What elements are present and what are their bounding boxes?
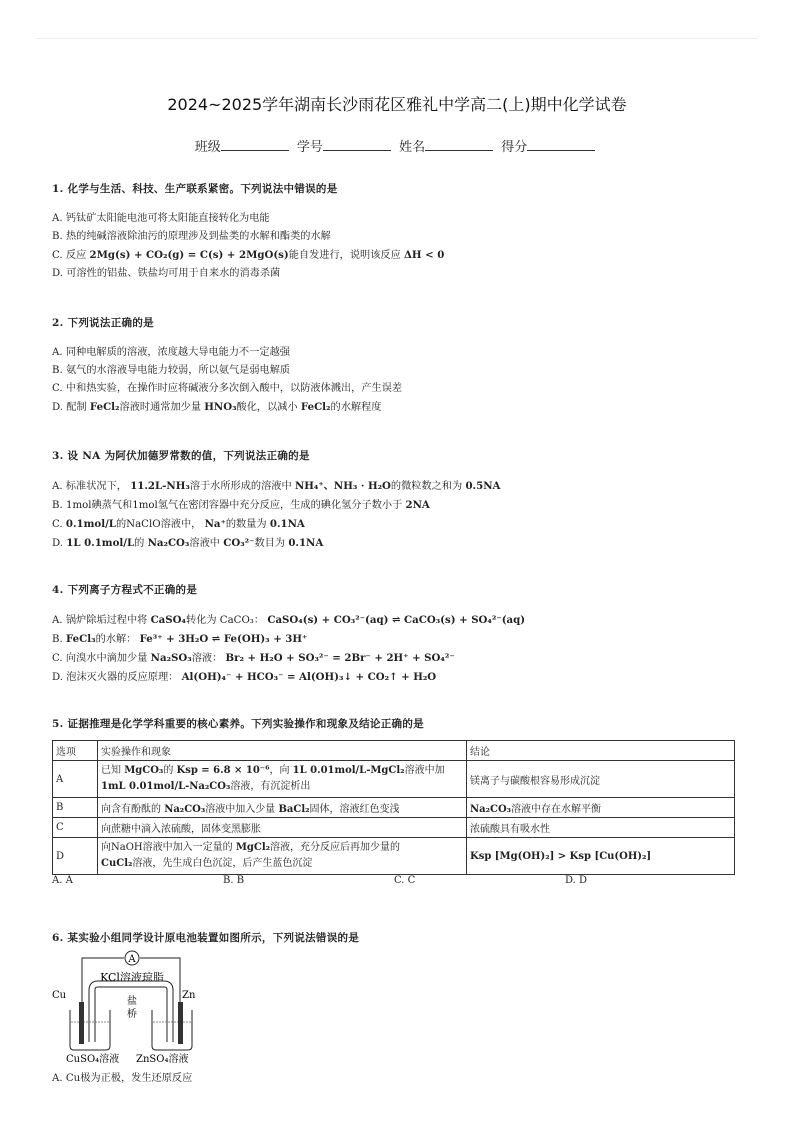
q4-a-formula-2: CaCO₃ bbox=[219, 615, 254, 626]
q6-option-a[interactable]: A. Cu极为正极，发生还原反应 bbox=[52, 1073, 193, 1084]
q4-b-equation: Fe³⁺ + 3H₂O ⇌ Fe(OH)₃ + 3H⁺ bbox=[139, 633, 308, 645]
q3-a-pre: A. 标准状况下， bbox=[52, 481, 131, 492]
q5-answer-a[interactable]: A. A bbox=[52, 875, 73, 886]
row-b-option: B bbox=[53, 798, 98, 818]
q4-option-c[interactable] bbox=[52, 649, 754, 668]
bridge-label-1: 盐 bbox=[127, 996, 137, 1007]
class-blank[interactable] bbox=[221, 138, 289, 151]
row-a-op-pre: 已知 bbox=[101, 765, 125, 776]
q1-c-equation: 2Mg(s) + CO₂(g) = C(s) + 2MgO(s) bbox=[89, 249, 289, 261]
row-d-formula-2: CuCl₂ bbox=[101, 858, 133, 869]
table-header-operation: 实验操作和现象 bbox=[98, 741, 467, 761]
q2-d-formula-1: FeCl₂ bbox=[89, 401, 120, 413]
q1-c-enthalpy: ΔH < 0 bbox=[404, 249, 445, 261]
q3-a-formula-1: 11.2L-NH₃ bbox=[130, 480, 190, 492]
q3-c-mid2: 的数量为 bbox=[225, 519, 270, 530]
q3-c-mid: 的NaClO溶液中， bbox=[115, 519, 205, 530]
q3-d-mid3: 数目为 bbox=[254, 538, 289, 549]
q1-option-c[interactable] bbox=[52, 246, 754, 265]
q4-option-a[interactable] bbox=[52, 611, 754, 630]
row-d-concl-formula: Ksp [Mg(OH)₂] > Ksp [Cu(OH)₂] bbox=[470, 850, 652, 862]
page-title: 2024~2025学年湖南长沙雨花区雅礼中学高二(上)期中化学试卷 bbox=[167, 95, 627, 114]
q1-option-d[interactable]: D. 可溶性的铝盐、铁盐均可用于自来水的消毒杀菌 bbox=[52, 268, 281, 279]
q4-c-formula: Na₂SO₃ bbox=[150, 652, 192, 664]
q2-option-c[interactable]: C. 中和热实验，在操作时应将碱液分多次倒入酸中，以防液体溅出，产生误差 bbox=[52, 383, 403, 394]
q4-d-equation: Al(OH)₄⁻ + HCO₃⁻ = Al(OH)₃↓ + CO₂↑ + H₂O bbox=[181, 671, 437, 683]
q3-d-formula-4: 0.1NA bbox=[288, 537, 324, 549]
q4-b-formula: FeCl₃ bbox=[65, 633, 96, 645]
table-row bbox=[53, 761, 735, 798]
row-a-op-mid: 的 bbox=[163, 765, 177, 776]
row-a-option: A bbox=[53, 761, 98, 798]
class-label: 班级 bbox=[194, 140, 221, 155]
q5-answer-b[interactable]: B. B bbox=[223, 875, 245, 886]
q4-a-pre: A. 锅炉除垢过程中将 bbox=[52, 615, 151, 626]
row-a-formula-2: 1L 0.01mol/L-MgCl₂ bbox=[292, 765, 405, 776]
q5-table bbox=[52, 740, 735, 875]
q4-a-formula-1: CaSO₄ bbox=[150, 614, 186, 626]
row-b-operation bbox=[98, 798, 467, 818]
right-electrode-label: Zn bbox=[182, 990, 196, 1001]
q2-d-pre: D. 配制 bbox=[52, 402, 90, 413]
q3-d-formula-2: Na₂CO₃ bbox=[147, 537, 190, 549]
q3-a-formula-3: 0.5NA bbox=[465, 480, 501, 492]
table-header-option: 选项 bbox=[53, 741, 98, 761]
q2-d-formula-3: FeCl₂ bbox=[300, 401, 331, 413]
question-4 bbox=[52, 582, 754, 687]
q4-d-pre: D. 泡沫灭火器的反应原理： bbox=[52, 672, 182, 683]
row-a-formula-3: 1mL 0.01mol/L-Na₂CO₃ bbox=[101, 781, 231, 792]
name-label: 姓名 bbox=[399, 140, 426, 155]
row-d-op2-post: 溶液，先生成白色沉淀，后产生蓝色沉淀 bbox=[132, 858, 313, 869]
zn-electrode bbox=[178, 1002, 183, 1044]
q3-c-pre: C. bbox=[52, 519, 66, 530]
row-a-op-mid2: ，向 bbox=[269, 765, 293, 776]
q3-d-mid: 的 bbox=[134, 538, 148, 549]
q2-option-b[interactable]: B. 氨气的水溶液导电能力较弱，所以氨气是弱电解质 bbox=[52, 365, 291, 376]
table-header-row bbox=[53, 741, 735, 761]
bridge-top-label: KCl溶液琼脂 bbox=[100, 971, 164, 984]
q3-d-formula-1: 1L 0.1mol/L bbox=[66, 537, 135, 549]
q3-c-formula-3: 0.1NA bbox=[269, 518, 305, 530]
row-c-operation: 向蔗糖中滴入浓硫酸，固体变黑膨胀 bbox=[98, 818, 467, 838]
table-row bbox=[53, 798, 735, 818]
table-row bbox=[53, 818, 735, 838]
number-label: 学号 bbox=[296, 140, 323, 155]
q4-b-pre: B. bbox=[52, 634, 66, 645]
q1-option-b[interactable]: B. 热的纯碱溶液除油污的原理涉及到盐类的水解和酯类的水解 bbox=[52, 231, 331, 242]
q2-d-formula-2: HNO₃ bbox=[204, 401, 237, 413]
number-blank[interactable] bbox=[323, 138, 391, 151]
galvanic-cell-diagram bbox=[52, 950, 212, 1065]
right-solution-label: ZnSO₄溶液 bbox=[136, 1054, 189, 1065]
bridge-label-2: 桥 bbox=[127, 1009, 137, 1020]
q3-a-mid2: 的微粒数之和为 bbox=[390, 481, 466, 492]
table-row bbox=[53, 838, 735, 875]
q1-option-a[interactable]: A. 钙钛矿太阳能电池可将太阳能直接转化为电能 bbox=[52, 213, 270, 224]
q3-option-c[interactable] bbox=[52, 515, 754, 534]
q4-a-mid: 转化为 bbox=[185, 615, 220, 626]
q2-d-post: 的水解程度 bbox=[330, 402, 382, 413]
question-6-stem: 6. 某实验小组同学设计原电池装置如图所示，下列说法错误的是 bbox=[52, 932, 360, 944]
question-3 bbox=[52, 448, 754, 553]
left-electrode-label: Cu bbox=[52, 990, 67, 1001]
question-5-stem: 5. 证据推理是化学学科重要的核心素养。下列实验操作和现象及结论正确的是 bbox=[52, 718, 424, 730]
row-d-op-pre: 向NaOH溶液中加入一定量的 bbox=[101, 842, 236, 853]
row-c-option: C bbox=[53, 818, 98, 838]
q4-a-mid2: ： bbox=[253, 615, 268, 626]
q3-c-formula-1: 0.1mol/L bbox=[65, 518, 116, 530]
row-b-op-post: 固体，溶液红色变浅 bbox=[309, 804, 400, 815]
q3-b-text: B. 1mol碘蒸气和1mol氢气在密闭容器中充分反应，生成的碘化氢分子数小于 bbox=[52, 500, 406, 511]
q3-option-d[interactable] bbox=[52, 534, 754, 553]
question-4-stem: 4. 下列离子方程式不正确的是 bbox=[52, 584, 198, 596]
row-a-conclusion: 镁离子与碳酸根容易形成沉淀 bbox=[467, 761, 735, 798]
q4-a-equation: CaSO₄(s) + CO₃²⁻(aq) ⇌ CaCO₃(s) + SO₄²⁻(aq) bbox=[267, 614, 526, 626]
question-1-stem: 1. 化学与生活、科技、生产联系紧密。下列说法中错误的是 bbox=[52, 183, 338, 195]
row-c-conclusion: 浓硫酸具有吸水性 bbox=[467, 818, 735, 838]
q3-a-formula-2: NH₄⁺、NH₃ · H₂O bbox=[294, 480, 391, 492]
q4-c-mid: 溶液： bbox=[191, 653, 226, 664]
q4-option-b[interactable] bbox=[52, 630, 754, 649]
row-d-formula-1: MgCl₂ bbox=[235, 842, 271, 853]
q3-a-mid: 溶于水所形成的溶液中 bbox=[189, 481, 295, 492]
row-a-formula-1: MgCO₃ bbox=[124, 765, 164, 776]
question-2-stem: 2. 下列说法正确的是 bbox=[52, 317, 154, 329]
cu-electrode bbox=[79, 1002, 84, 1044]
table-header-conclusion: 结论 bbox=[467, 741, 735, 761]
score-label: 得分 bbox=[501, 140, 528, 155]
row-a-ksp: Ksp = 6.8 × 10⁻⁶ bbox=[176, 765, 270, 776]
q2-option-d[interactable] bbox=[52, 398, 754, 417]
q3-b-formula: 2NA bbox=[405, 499, 430, 511]
q3-option-b[interactable] bbox=[52, 496, 754, 515]
row-b-formula-1: Na₂CO₃ bbox=[164, 804, 206, 815]
row-b-formula-2: BaCl₂ bbox=[278, 804, 310, 815]
q1-c-pre: C. 反应 bbox=[52, 250, 90, 261]
row-d-op-post: 溶液，充分反应后再加少量的 bbox=[270, 842, 401, 853]
row-b-op-mid: 溶液中加入少量 bbox=[205, 804, 279, 815]
q2-d-mid2: 酸化，以减小 bbox=[236, 402, 301, 413]
question-2 bbox=[52, 315, 754, 417]
row-d-option: D bbox=[53, 838, 98, 875]
row-a-op-post: 溶液中加 bbox=[404, 765, 445, 776]
q3-option-a[interactable] bbox=[52, 477, 754, 496]
row-d-operation bbox=[98, 838, 467, 875]
row-b-concl-text: 溶液中存在水解平衡 bbox=[511, 804, 602, 815]
left-solution-label: CuSO₄溶液 bbox=[66, 1054, 120, 1065]
q5-answer-d[interactable]: D. D bbox=[565, 875, 588, 886]
q1-c-post: 能自发进行，说明该反应 bbox=[288, 250, 405, 261]
q2-d-mid: 溶液时通常加少量 bbox=[119, 402, 205, 413]
score-blank[interactable] bbox=[527, 138, 595, 151]
q5-answer-c[interactable]: C. C bbox=[394, 875, 416, 886]
row-b-op-pre: 向含有酚酞的 bbox=[101, 804, 165, 815]
name-blank[interactable] bbox=[425, 138, 493, 151]
row-a-operation bbox=[98, 761, 467, 798]
q3-d-pre: D. bbox=[52, 538, 67, 549]
q3-d-mid2: 溶液中 bbox=[189, 538, 224, 549]
q3-c-formula-2: Na⁺ bbox=[204, 518, 226, 530]
student-info-line bbox=[0, 136, 794, 155]
q2-option-a[interactable]: A. 同种电解质的溶液，浓度越大导电能力不一定越强 bbox=[52, 347, 290, 358]
q4-option-d[interactable] bbox=[52, 668, 754, 687]
q4-c-equation: Br₂ + H₂O + SO₃²⁻ = 2Br⁻ + 2H⁺ + SO₄²⁻ bbox=[225, 652, 455, 664]
row-b-concl-formula: Na₂CO₃ bbox=[470, 804, 512, 815]
row-a-op2-post: 溶液，有沉淀析出 bbox=[230, 781, 311, 792]
q3-d-formula-3: CO₃²⁻ bbox=[223, 537, 255, 549]
row-b-conclusion bbox=[467, 798, 735, 818]
question-3-stem: 3. 设 NA 为阿伏加德罗常数的值，下列说法正确的是 bbox=[52, 450, 310, 462]
q4-c-pre: C. 向溴水中滴加少量 bbox=[52, 653, 151, 664]
q4-b-mid: 的水解： bbox=[95, 634, 140, 645]
header-rule bbox=[36, 38, 758, 39]
question-1 bbox=[52, 181, 754, 283]
row-d-conclusion bbox=[467, 838, 735, 875]
ammeter-label: A bbox=[128, 954, 136, 965]
